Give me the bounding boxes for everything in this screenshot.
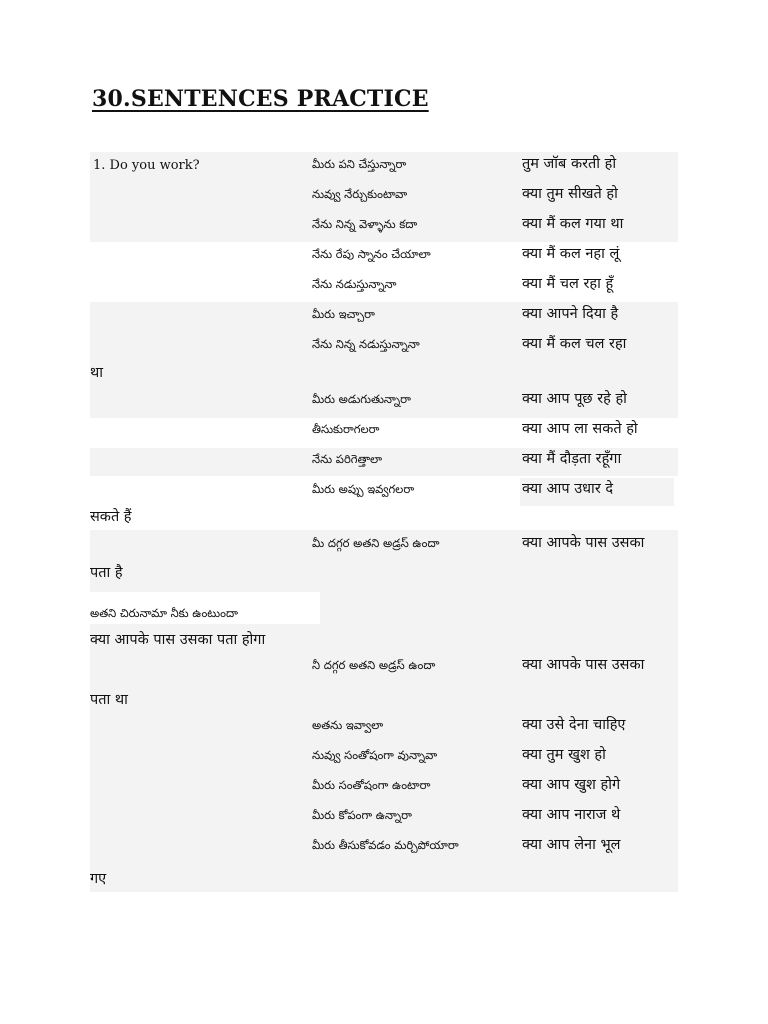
- telugu-sentence: మీరు కోపంగా ఉన్నారా: [312, 808, 412, 822]
- telugu-sentence: నేను పరిగెత్తాలా: [312, 452, 383, 466]
- telugu-sentence: మీరు అడుగుతున్నారా: [312, 392, 411, 406]
- telugu-sentence: మీరు సంతోషంగా ఉంటారా: [312, 778, 431, 792]
- telugu-sentence: నేను రేపు స్నానం చేయాలా: [312, 247, 431, 261]
- telugu-sentence: మీరు అప్పు ఇవ్వగలరా: [312, 482, 415, 496]
- telugu-sentence: నేను నడుస్తున్నానా: [312, 277, 397, 291]
- hindi-sentence: क्या आपके पास उसका पता होगा: [90, 632, 266, 648]
- hindi-sentence: क्या मैं दौड़ता रहूँगा: [522, 451, 622, 467]
- telugu-sentence: అతను ఇవ్వాలా: [312, 718, 384, 732]
- hindi-sentence: तुम जॉब करती हो: [522, 156, 617, 172]
- telugu-sentence: మీరు ఇచ్చారా: [312, 307, 375, 321]
- hindi-wrap: पता है: [90, 565, 123, 581]
- hindi-sentence: क्या आप लेना भूल: [522, 837, 621, 853]
- hindi-wrap: पता था: [90, 692, 128, 708]
- hindi-sentence: क्या उसे देना चाहिए: [522, 717, 626, 733]
- hindi-sentence: क्या मैं कल गया था: [522, 216, 624, 232]
- hindi-wrap: सकते हैं: [90, 509, 132, 525]
- english-sentence: 1. Do you work?: [93, 158, 200, 173]
- telugu-sentence: మీ దగ్గర అతని అడ్రస్ ఉందా: [312, 536, 440, 550]
- hindi-sentence: क्या तुम सीखते हो: [522, 186, 618, 202]
- hindi-sentence: क्या मैं कल नहा लूं: [522, 246, 620, 262]
- hindi-sentence: क्या मैं चल रहा हूँ: [522, 276, 614, 292]
- hindi-sentence: क्या आप ला सकते हो: [522, 421, 638, 437]
- telugu-sentence: తీసుకురాగలరా: [312, 422, 380, 436]
- hindi-sentence: क्या आप नाराज थे: [522, 807, 621, 823]
- hindi-sentence: क्या तुम खुश हो: [522, 747, 606, 763]
- hindi-sentence: क्या आप खुश होगे: [522, 777, 621, 793]
- hindi-wrap: था: [90, 365, 104, 381]
- hindi-sentence: क्या आप उधार दे: [522, 481, 614, 497]
- telugu-sentence: నేను నిన్న నడుస్తున్నానా: [312, 337, 420, 351]
- telugu-sentence: నేను నిన్న వెళ్ళాను కదా: [312, 217, 418, 231]
- hindi-sentence: क्या आपके पास उसका: [522, 535, 645, 551]
- telugu-sentence: నువ్వు నేర్చుకుంటావా: [312, 187, 408, 201]
- page-title: 30.SENTENCES PRACTICE: [92, 86, 429, 112]
- telugu-sentence: అతని చిరునామా నీకు ఉంటుందా: [90, 606, 238, 620]
- telugu-sentence: నీ దగ్గర అతని అడ్రస్ ఉందా: [312, 658, 436, 672]
- hindi-wrap: गए: [90, 871, 107, 887]
- hindi-sentence: क्या आपके पास उसका: [522, 657, 645, 673]
- telugu-sentence: మీరు తీసుకోవడం మర్చిపోయారా: [312, 838, 459, 852]
- telugu-sentence: నువ్వు సంతోషంగా వున్నావా: [312, 748, 438, 762]
- telugu-sentence: మీరు పని చేస్తున్నారా: [312, 157, 407, 171]
- hindi-sentence: क्या आपने दिया है: [522, 306, 619, 322]
- hindi-sentence: क्या मैं कल चल रहा: [522, 336, 627, 352]
- hindi-sentence: क्या आप पूछ रहे हो: [522, 391, 627, 407]
